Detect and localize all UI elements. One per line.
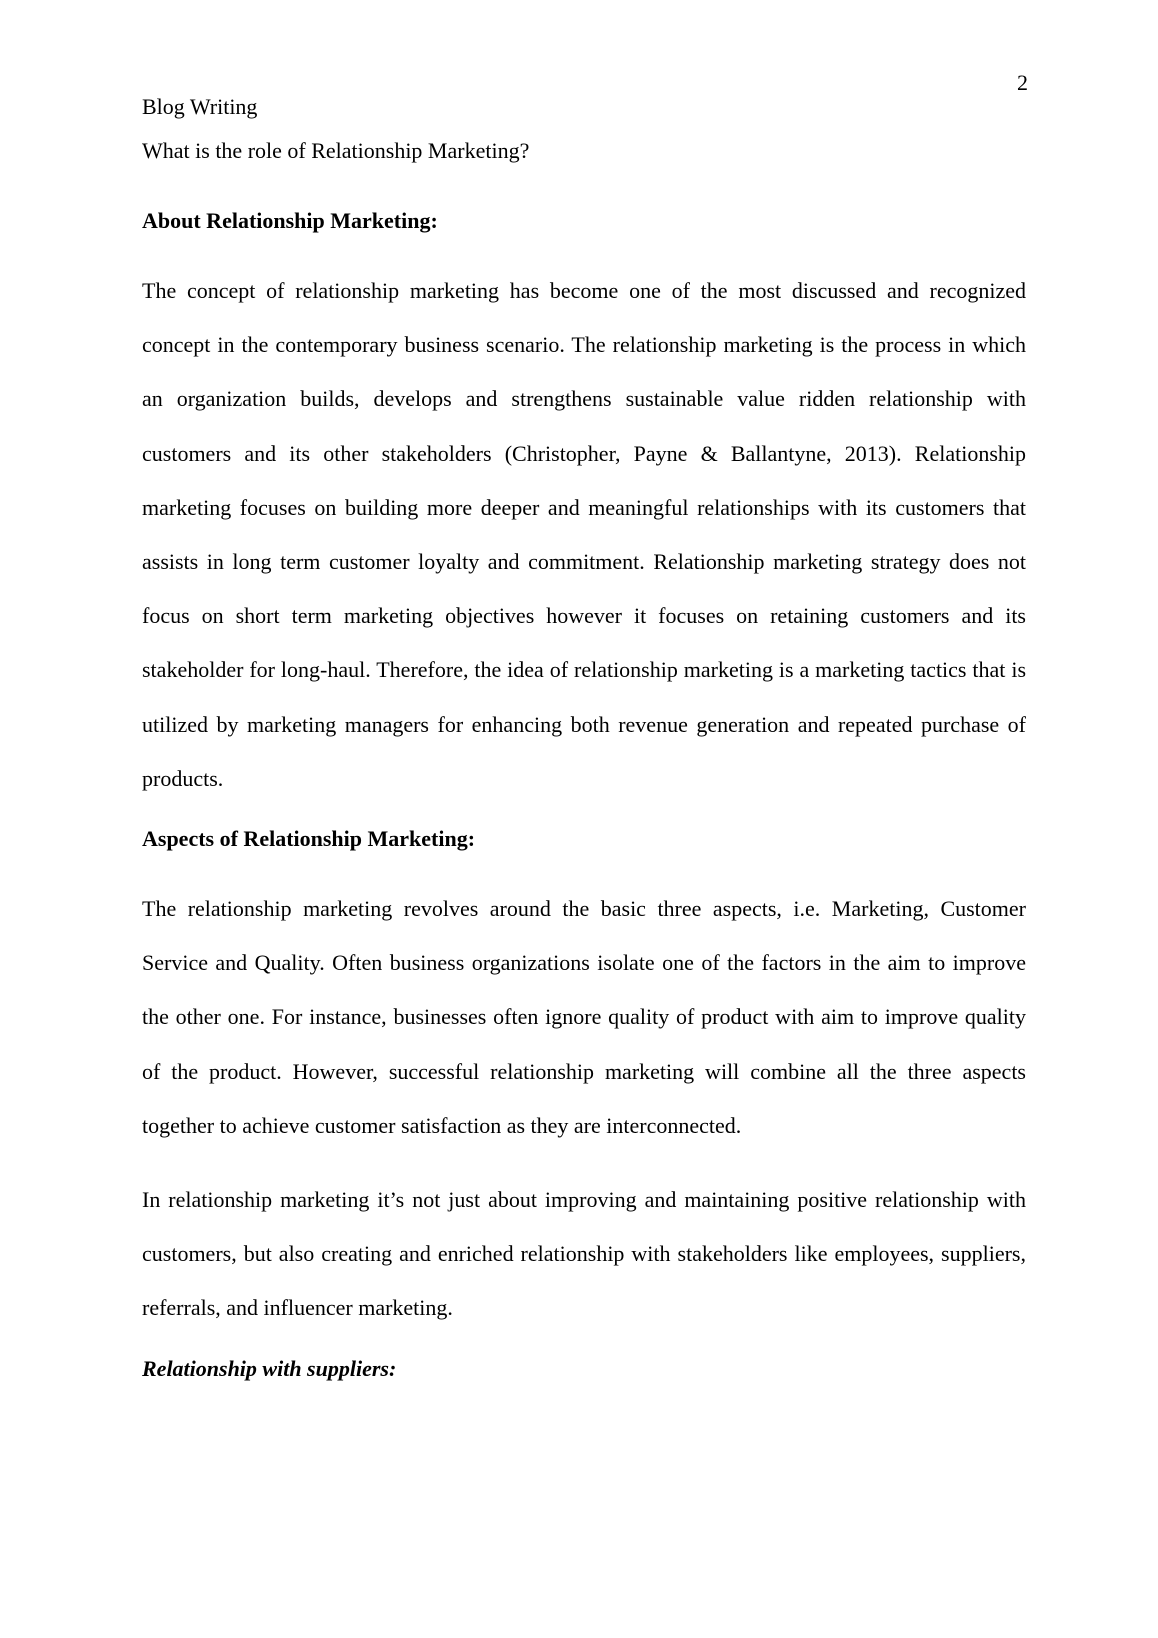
page-number: 2 [1017,70,1028,95]
section-heading-aspects: Aspects of Relationship Marketing: [142,826,476,852]
document-title: Blog Writing [142,94,258,119]
section-heading-about: About Relationship Marketing: [142,208,438,233]
paragraph-aspects-1: The relationship marketing revolves around the basic three aspects, i.e. Marketing, Customer Service and Quality. Often business organizations isolate one of the factors in the aim to improve the other one. For instance, businesses often ignore quality of product with aim to improve quality of the product. However, successful relationship marketing will combine all the three aspects together to achieve customer satisfaction as they are interconnected. [142,896,1026,1138]
paragraph-aspects-2: In relationship marketing it’s not just about improving and maintaining positive relationship with customers, but also creating and enriched relationship with stakeholders like employees, suppliers, referrals, and influencer marketing. [142,1187,1026,1321]
paragraph-about: The concept of relationship marketing has become one of the most discussed and recognized concept in the contemporary business scenario. The relationship marketing is the process in which an organization builds, develops and strengthens sustainable value ridden relationship with customers and its other stakeholders (Christopher, Payne & Ballantyne, 2013). Relationship marketing focuses on building more deeper and meaningful relationships with its customers that assists in long term customer loyalty and commitment. Relationship marketing strategy does not focus on short term marketing objectives however it focuses on retaining customers and its stakeholder for long-haul. Therefore, the idea of relationship marketing is a marketing tactics that is utilized by marketing managers for enhancing both revenue generation and repeated purchase of products. [142,278,1026,791]
section-heading-suppliers: Relationship with suppliers: [142,1355,397,1381]
document-question: What is the role of Relationship Marketing? [142,138,530,163]
document-body [142,94,1026,1382]
